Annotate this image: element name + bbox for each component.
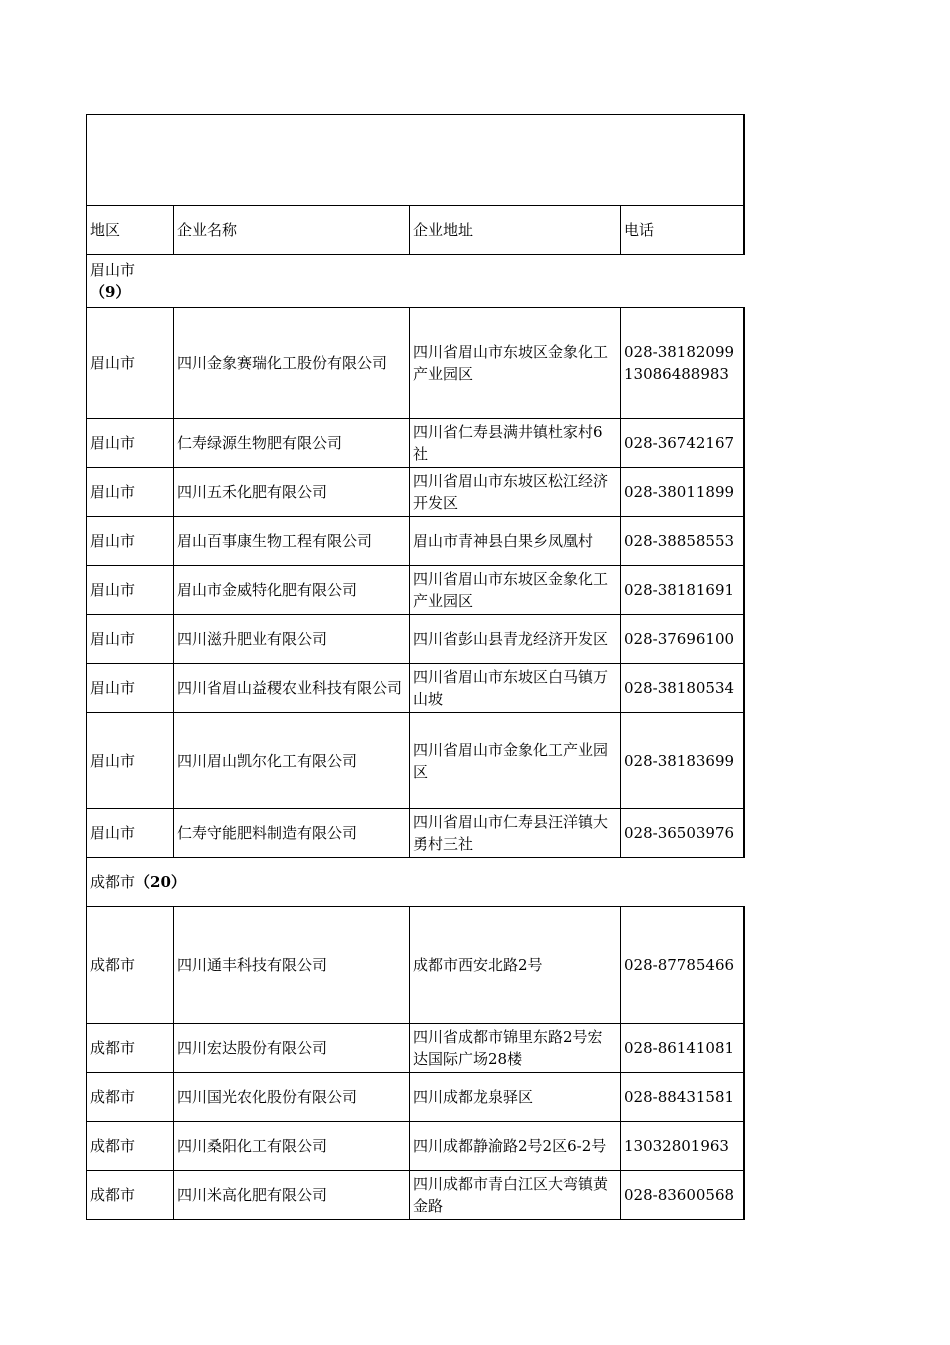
region-cell: 眉山市	[87, 664, 174, 713]
phone-cell: 028-38183699	[621, 713, 744, 809]
company-name-cell: 四川金象赛瑞化工股份有限公司	[174, 308, 410, 419]
address-cell: 四川成都静渝路2号2区6-2号	[410, 1122, 621, 1171]
company-name-cell: 四川五禾化肥有限公司	[174, 468, 410, 517]
address-cell: 四川省眉山市东坡区金象化工产业园区	[410, 308, 621, 419]
phone-cell: 028-88431581	[621, 1073, 744, 1122]
region-cell: 眉山市	[87, 419, 174, 468]
address-cell: 四川省眉山市仁寿县汪洋镇大勇村三社	[410, 809, 621, 858]
table-row	[87, 566, 744, 615]
table-row	[87, 419, 744, 468]
company-name-cell: 仁寿守能肥料制造有限公司	[174, 809, 410, 858]
company-name-cell: 四川省眉山益稷农业科技有限公司	[174, 664, 410, 713]
address-cell: 四川省眉山市金象化工产业园区	[410, 713, 621, 809]
address-cell: 四川省彭山县青龙经济开发区	[410, 615, 621, 664]
table-row	[87, 809, 744, 858]
region-cell: 成都市	[87, 1024, 174, 1073]
phone-cell: 028-38181691	[621, 566, 744, 615]
section-region: 眉山市	[90, 261, 136, 279]
header-company-name: 企业名称	[174, 206, 410, 255]
phone-cell: 028-36742167	[621, 419, 744, 468]
phone-cell: 028-38858553	[621, 517, 744, 566]
region-cell: 成都市	[87, 907, 174, 1024]
region-cell: 眉山市	[87, 713, 174, 809]
region-cell: 眉山市	[87, 308, 174, 419]
title-row	[87, 115, 744, 206]
header-phone: 电话	[621, 206, 744, 255]
phone-cell: 028-83600568	[621, 1171, 744, 1220]
address-cell: 四川省成都市锦里东路2号宏达国际广场28楼	[410, 1024, 621, 1073]
phone-cell: 028-36503976	[621, 809, 744, 858]
company-name-cell: 眉山市金威特化肥有限公司	[174, 566, 410, 615]
region-cell: 眉山市	[87, 615, 174, 664]
section-row	[87, 255, 744, 308]
header-address: 企业地址	[410, 206, 621, 255]
company-name-cell: 四川宏达股份有限公司	[174, 1024, 410, 1073]
phone-cell: 028-38180534	[621, 664, 744, 713]
table-row	[87, 308, 744, 419]
table-body	[87, 255, 744, 1220]
section-region: 成都市	[90, 873, 136, 891]
region-cell: 眉山市	[87, 468, 174, 517]
phone-cell: 028-87785466	[621, 907, 744, 1024]
header-row	[87, 206, 744, 255]
region-cell: 成都市	[87, 1171, 174, 1220]
address-cell: 四川成都市青白江区大弯镇黄金路	[410, 1171, 621, 1220]
company-name-cell: 四川米高化肥有限公司	[174, 1171, 410, 1220]
company-name-cell: 四川通丰科技有限公司	[174, 907, 410, 1024]
table-row	[87, 1073, 744, 1122]
region-cell: 成都市	[87, 1073, 174, 1122]
company-name-cell: 四川国光农化股份有限公司	[174, 1073, 410, 1122]
phone-cell: 028-37696100	[621, 615, 744, 664]
address-cell: 四川省眉山市东坡区金象化工产业园区	[410, 566, 621, 615]
address-cell: 四川省眉山市东坡区松江经济开发区	[410, 468, 621, 517]
company-name-cell: 四川滋升肥业有限公司	[174, 615, 410, 664]
section-row	[87, 858, 744, 907]
region-cell: 成都市	[87, 1122, 174, 1171]
address-cell: 四川成都龙泉驿区	[410, 1073, 621, 1122]
table-row	[87, 1024, 744, 1073]
table-row	[87, 713, 744, 809]
address-cell: 四川省仁寿县满井镇杜家村6社	[410, 419, 621, 468]
company-name-cell: 仁寿绿源生物肥有限公司	[174, 419, 410, 468]
region-cell: 眉山市	[87, 566, 174, 615]
region-cell: 眉山市	[87, 809, 174, 858]
section-count: （9）	[90, 283, 131, 301]
company-table	[86, 114, 745, 1220]
table-row	[87, 1171, 744, 1220]
table-row	[87, 907, 744, 1024]
phone-cell: 13032801963	[621, 1122, 744, 1171]
title-cell	[87, 115, 744, 206]
table-row	[87, 517, 744, 566]
section-header	[87, 858, 744, 907]
address-cell: 成都市西安北路2号	[410, 907, 621, 1024]
table-row	[87, 468, 744, 517]
section-count: （20）	[135, 873, 186, 891]
table-row	[87, 664, 744, 713]
address-cell: 眉山市青神县白果乡凤凰村	[410, 517, 621, 566]
table-row	[87, 1122, 744, 1171]
phone-cell: 028-38011899	[621, 468, 744, 517]
phone-cell: 028-38182099 13086488983	[621, 308, 744, 419]
header-region: 地区	[87, 206, 174, 255]
company-name-cell: 眉山百事康生物工程有限公司	[174, 517, 410, 566]
region-cell: 眉山市	[87, 517, 174, 566]
section-header	[87, 255, 744, 308]
address-cell: 四川省眉山市东坡区白马镇万山坡	[410, 664, 621, 713]
table-row	[87, 615, 744, 664]
company-name-cell: 四川桑阳化工有限公司	[174, 1122, 410, 1171]
phone-cell: 028-86141081	[621, 1024, 744, 1073]
company-name-cell: 四川眉山凯尔化工有限公司	[174, 713, 410, 809]
